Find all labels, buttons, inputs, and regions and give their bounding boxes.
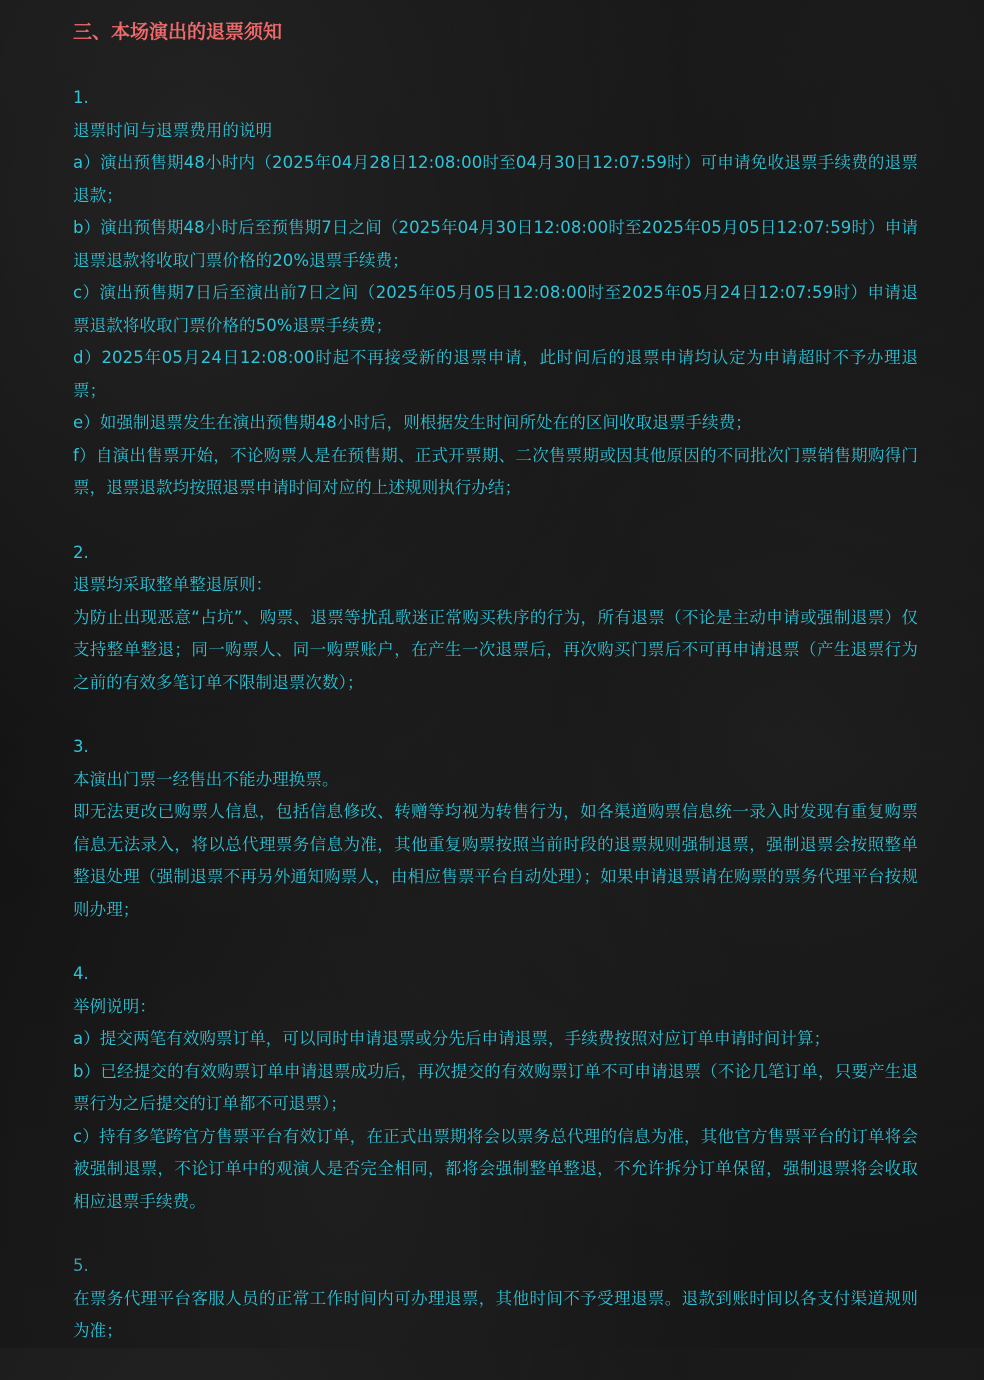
section-5: [73, 1250, 918, 1348]
paragraph: 在票务代理平台客服人员的正常工作时间内可办理退票，其他时间不予受理退票。退款到账时间以各支付渠道规则为准；: [73, 1288, 918, 1340]
paragraph: c）演出预售期7日后至演出前7日之间（2025年05月05日12:08:00时至2025年05月24日12:07:59时）申请退票退款将收取门票价格的50%退票手续费；: [73, 283, 918, 335]
refund-notice: [73, 16, 918, 1380]
paragraph: a）提交两笔有效购票订单，可以同时申请退票或分先后申请退票，手续费按照对应订单申请时间计算；: [73, 1029, 831, 1048]
section-heading: 举例说明：: [73, 996, 156, 1016]
paragraph: 即无法更改已购票人信息，包括信息修改、转赠等均视为转售行为，如各渠道购票信息统一录入时发现有重复购票信息无法录入，将以总代理票务信息为准，其他重复购票按照当前时段的退票规则强制退票，强制退票会按照整单整退处理（强制退票不再另外通知购票人，由相应售票平台自动处理）；如果申请退票请在购票的票务代理平台按规则办理；: [73, 802, 918, 919]
section-2: [73, 537, 918, 700]
section-heading: 本演出门票一经售出不能办理换票。: [73, 769, 339, 789]
section-number: 3.: [73, 737, 89, 756]
section-heading: 退票均采取整单整退原则：: [73, 575, 273, 594]
page-title: 三、本场演出的退票须知: [73, 21, 283, 43]
paragraph: a）演出预售期48小时内（2025年04月28日12:08:00时至04月30日12:07:59时）可申请免收退票手续费的退票退款；: [73, 153, 918, 205]
paragraph: e）如强制退票发生在演出预售期48小时后，则根据发生时间所处在的区间收取退票手续费；: [73, 413, 752, 432]
section-1: [73, 82, 918, 505]
paragraph: c）持有多笔跨官方售票平台有效订单，在正式出票期将会以票务总代理的信息为准，其他官方售票平台的订单将会被强制退票，不论订单中的观演人是否完全相同，都将会强制整单整退，不允许拆分订单保留，强制退票将会收取相应退票手续费。: [73, 1126, 918, 1211]
paragraph: b）演出预售期48小时后至预售期7日之间（2025年04月30日12:08:00时至2025年05月05日12:07:59时）申请退票退款将收取门票价格的20%退票手续费；: [73, 218, 918, 270]
section-4: [73, 958, 918, 1218]
paragraph: f）自演出售票开始，不论购票人是在预售期、正式开票期、二次售票期或因其他原因的不同批次门票销售期购得门票，退票退款均按照退票申请时间对应的上述规则执行办结；: [73, 445, 918, 497]
section-number: 1.: [73, 88, 89, 107]
paragraph: b）已经提交的有效购票订单申请退票成功后，再次提交的有效购票订单不可申请退票（不论几笔订单，只要产生退票行为之后提交的订单都不可退票）；: [73, 1061, 918, 1113]
paragraph: d）2025年05月24日12:08:00时起不再接受新的退票申请，此时间后的退票申请均认定为申请超时不予办理退票；: [73, 348, 918, 400]
paragraph: 为防止出现恶意“占坑”、购票、退票等扰乱歌迷正常购买秩序的行为，所有退票（不论是主动申请或强制退票）仅支持整单整退；同一购票人、同一购票账户，在产生一次退票后，再次购买门票后不可再申请退票（产生退票行为之前的有效多笔订单不限制退票次数）；: [73, 607, 918, 692]
section-heading: 退票时间与退票费用的说明: [73, 120, 273, 140]
section-number: 5.: [73, 1256, 89, 1275]
section-number: 4.: [73, 964, 89, 983]
section-3: [73, 731, 918, 926]
section-number: 2.: [73, 542, 89, 562]
